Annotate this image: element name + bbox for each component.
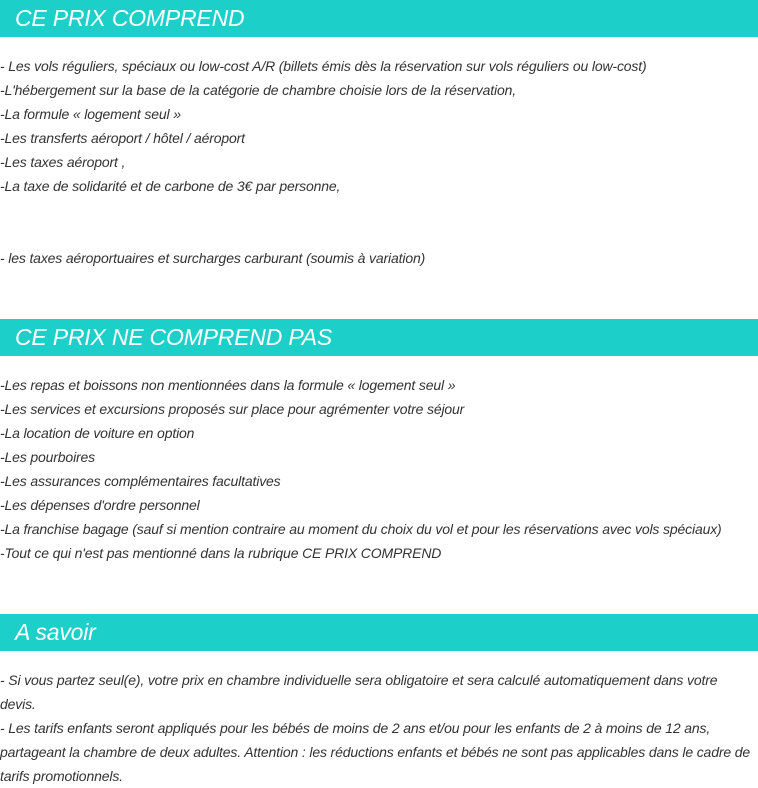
- list-item: -Les pourboires: [0, 449, 96, 465]
- list-item: -Les repas et boissons non mentionnées dans la formule « logement seul »: [0, 377, 456, 393]
- list-item: -Les services et excursions proposés sur place pour agrémenter votre séjour: [0, 401, 465, 417]
- excluded-list: [0, 373, 758, 565]
- excluded-section-title: CE PRIX NE COMPREND PAS: [15, 324, 333, 350]
- list-item: -La location de voiture en option: [0, 425, 195, 441]
- excluded-section-header: [0, 319, 758, 356]
- list-item: -Tout ce qui n'est pas mentionné dans la rubrique CE PRIX COMPREND: [0, 545, 442, 561]
- list-item: -La taxe de solidarité et de carbone de 3€ par personne,: [0, 178, 341, 194]
- to-know-paragraph: - Si vous partez seul(e), votre prix en chambre individuelle sera obligatoire et sera calculé automatiquement dans votre devis.: [0, 672, 718, 712]
- included-list: [0, 54, 758, 198]
- to-know-body: [0, 668, 752, 788]
- list-item: -Les taxes aéroport ,: [0, 154, 126, 170]
- list-item: -L'hébergement sur la base de la catégorie de chambre choisie lors de la réservation,: [0, 82, 516, 98]
- list-item: -Les transferts aéroport / hôtel / aéroport: [0, 130, 245, 146]
- included-section-header: [0, 0, 758, 37]
- included-extra-note: - les taxes aéroportuaires et surcharges carburant (soumis à variation): [0, 250, 426, 266]
- to-know-paragraph: - Les tarifs enfants seront appliqués pour les bébés de moins de 2 ans et/ou pour les enfants de 2 à moins de 12 ans, partageant la chambre de deux adultes. Attention : les réductions enfants et bébés ne sont pas applicables dans le cadre de tarifs promotionnels.: [0, 720, 750, 784]
- list-item: -La franchise bagage (sauf si mention contraire au moment du choix du vol et pour les réservations avec vols spéciaux): [0, 521, 722, 537]
- to-know-section-title: A savoir: [15, 619, 96, 645]
- list-item: -La formule « logement seul »: [0, 106, 181, 122]
- to-know-section-header: [0, 614, 758, 651]
- list-item: -Les assurances complémentaires facultatives: [0, 473, 281, 489]
- list-item: -Les dépenses d'ordre personnel: [0, 497, 200, 513]
- list-item: - Les vols réguliers, spéciaux ou low-cost A/R (billets émis dès la réservation sur vols réguliers ou low-cost): [0, 58, 647, 74]
- included-section-title: CE PRIX COMPREND: [15, 5, 245, 31]
